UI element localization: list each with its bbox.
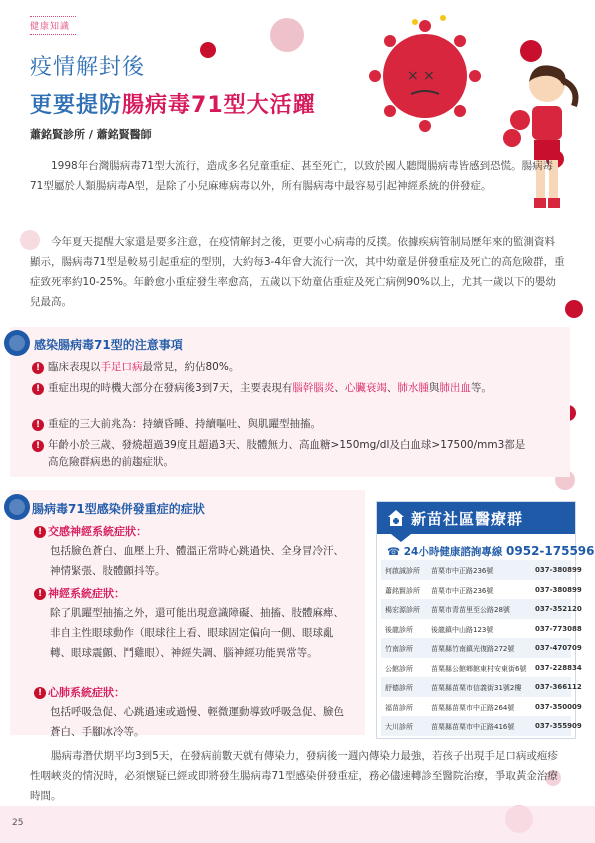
item-text: 最常見，約佔80%。 [142, 361, 240, 373]
clinic-row [381, 619, 582, 639]
clinic-phone: 037-366112 [535, 683, 582, 691]
clinic-row [381, 638, 582, 658]
hotline [387, 544, 595, 559]
title-line2 [30, 88, 316, 119]
virus-icon [4, 330, 30, 356]
clinic-name: 公館診所 [385, 664, 413, 673]
author-byline: 蕭銘賢診所 / 蕭銘賢醫師 [30, 128, 152, 141]
clinic-address: 苗栗縣竹南鎮光復路272號 [431, 645, 515, 653]
symptom-group-text-1: 包括臉色蒼白、血壓上升、體溫正常時心跳過快、全身冒冷汗、神情緊張、肢體顫抖等。 [50, 545, 344, 577]
clinic-address: 苗栗市中正路236號 [431, 586, 494, 595]
clinic-phone: 037-228834 [535, 663, 582, 672]
virus-icon [270, 18, 304, 52]
attention-item-3: 重症的三大前兆為：持續昏睡、持續嘔吐、與肌躍型抽搐。 [48, 418, 321, 430]
item-highlight: 肺水腫 [397, 382, 429, 394]
symptoms-section-heading: 腸病毒71型感染併發重症的症狀 [32, 502, 205, 516]
virus-icon [520, 40, 542, 62]
attention-item-1 [48, 359, 528, 376]
clinic-directory-panel [376, 501, 595, 739]
clinic-phone: 037-355909 [535, 722, 582, 730]
symptom-group-title-3: 心肺系統症狀： [48, 686, 125, 699]
symptom-group-text-2: 除了肌躍型抽搐之外，還可能出現意識障礙、抽搐、肢體麻痺、非自主性眼球動作（眼球往上看、眼球固定偏向一側、眼球亂轉、眼球震顫、鬥雞眼）、神經失調、腦神經功能異常等。 [50, 607, 344, 659]
clinic-address: 苗栗市中正路236號 [431, 567, 494, 575]
title-line1: 疫情解封後 [30, 55, 146, 80]
clinic-name: 蕭銘賢診所 [385, 586, 420, 595]
section-tag: 健康知識 [30, 14, 76, 37]
clinic-row [381, 677, 582, 697]
clinic-panel-title: 新苗社區醫療群 [411, 510, 524, 528]
footer-band [0, 806, 595, 843]
item-highlight: 心臟衰竭 [344, 382, 387, 394]
item-text: 、 [386, 382, 398, 394]
clinic-name: 福苗診所 [385, 703, 413, 712]
clinic-row [381, 580, 582, 600]
clinic-address: 苗栗縣公館鄉館東村安東街6號 [431, 664, 527, 673]
exclamation-icon: ! [34, 588, 46, 600]
intro-paragraph-2: 今年夏天提醒大家還是要多注意，在疫情解封之後，更要小心病毒的反撲。依據疾病管制局歷年來的監測資料顯示，腸病毒71型是較易引起重症的型別，大約每3-4年會大流行一次，其中幼童是併發重症及死亡的高危險群，重症致死率約10-25%。年齡愈小重症發生率愈高，五歲以下幼童佔重症及死亡病例90%以上，尤其一歲以下的嬰幼兒最高。 [30, 236, 565, 308]
item-highlight: 肺出血 [439, 382, 471, 394]
symptom-group-text-3: 包括呼吸急促、心跳過速或過慢、輕微運動導致呼吸急促、臉色蒼白、手腳冰冷等。 [50, 706, 344, 738]
clinic-phone: 037-773088 [535, 624, 582, 633]
hotline-number: 0952-175596 [506, 544, 595, 558]
clinic-phone: 037-350009 [535, 702, 582, 711]
closing-paragraph: 腸病毒潛伏期平均3到5天，在發病前數天就有傳染力，發病後一週內傳染力最強，若孩子出現手足口病或疱疹性咽峽炎的情況時，必須懷疑已經或即將發生腸病毒71型感染併發重症，務必儘速轉診至醫院治療，爭取黃金治療時間。 [30, 750, 558, 802]
attention-item-4: 年齡小於三歲、發燒超過39度且超過3天、肢體無力、高血糖>150mg/dl及白血球>17500/mm3都是高危險群病患的前趨症狀。 [48, 439, 526, 468]
virus-icon [565, 300, 583, 318]
title-line2-prefix: 更要提防 [30, 93, 123, 118]
exclamation-icon: ! [32, 362, 44, 374]
cartoon-virus-illustration [355, 8, 495, 138]
boxer-girl-illustration [492, 62, 592, 222]
title-line2-highlight: 腸病毒71型大活躍 [122, 93, 316, 118]
clinic-phone: 037-380899 [535, 566, 582, 574]
phone-icon: ☎ [387, 546, 404, 558]
clinic-row [381, 716, 582, 736]
symptom-group-title-1: 交感神經系統症狀： [48, 525, 147, 538]
clinic-address: 苗栗市青苗里至公路28號 [431, 606, 510, 614]
home-icon [387, 509, 405, 527]
clinic-address: 苗栗縣苗栗市信義街31號2樓 [431, 684, 522, 692]
clinic-address: 後龍鎮中山路123號 [431, 625, 494, 634]
exclamation-icon: ! [34, 687, 46, 699]
item-text: 與 [428, 382, 440, 394]
clinic-phone: 037-352120 [535, 605, 582, 613]
exclamation-icon: ! [32, 383, 44, 395]
exclamation-icon: ! [32, 440, 44, 452]
item-text: 重症出現的時機大部分在發病後3到7天，主要表現有 [48, 382, 293, 394]
clinic-address: 苗栗縣苗栗市中正路264號 [431, 703, 515, 712]
item-text: 、 [334, 382, 345, 394]
clinic-phone: 037-470709 [535, 644, 582, 652]
clinic-row [381, 599, 582, 619]
intro-paragraph-1: 1998年台灣腸病毒71型大流行，造成多名兒童重症、甚至死亡，以致於國人聽聞腸病毒皆感到恐慌。腸病毒71型屬於人類腸病毒A型，是除了小兒麻痺病毒以外，所有腸病毒中最容易引起神經系統的併發症。 [30, 160, 554, 192]
clinic-panel-header [377, 502, 575, 534]
clinic-name: 楊宏源診所 [385, 606, 420, 614]
item-highlight: 腦幹腦炎 [292, 382, 335, 394]
item-text: 臨床表現以 [48, 361, 101, 373]
clinic-name: 大川診所 [385, 723, 413, 731]
clinic-name: 竹南診所 [385, 645, 413, 653]
virus-icon [4, 494, 30, 520]
clinic-name: 何啟誠診所 [385, 567, 420, 575]
clinic-row [381, 658, 582, 678]
item-text: 等。 [470, 382, 492, 394]
clinic-row [381, 697, 582, 717]
page-number: 25 [12, 818, 24, 828]
clinic-phone: 037-380899 [535, 585, 582, 594]
clinic-list [377, 560, 582, 738]
exclamation-icon: ! [32, 419, 44, 431]
item-highlight: 手足口病 [100, 361, 143, 373]
clinic-address: 苗栗縣苗栗市中正路416號 [431, 723, 515, 731]
symptom-group-title-2: 神經系統症狀： [48, 587, 125, 600]
clinic-name: 後龍診所 [385, 625, 413, 634]
clinic-name: 舒德診所 [385, 684, 413, 692]
clinic-row [381, 560, 582, 580]
exclamation-icon: ! [34, 526, 46, 538]
svg-text:× ×: × × [407, 68, 435, 84]
attention-section-heading: 感染腸病毒71型的注意事項 [34, 338, 183, 352]
virus-icon [200, 42, 216, 58]
hotline-label: 24小時健康諮詢專線 [403, 546, 503, 558]
attention-item-2 [48, 380, 528, 397]
